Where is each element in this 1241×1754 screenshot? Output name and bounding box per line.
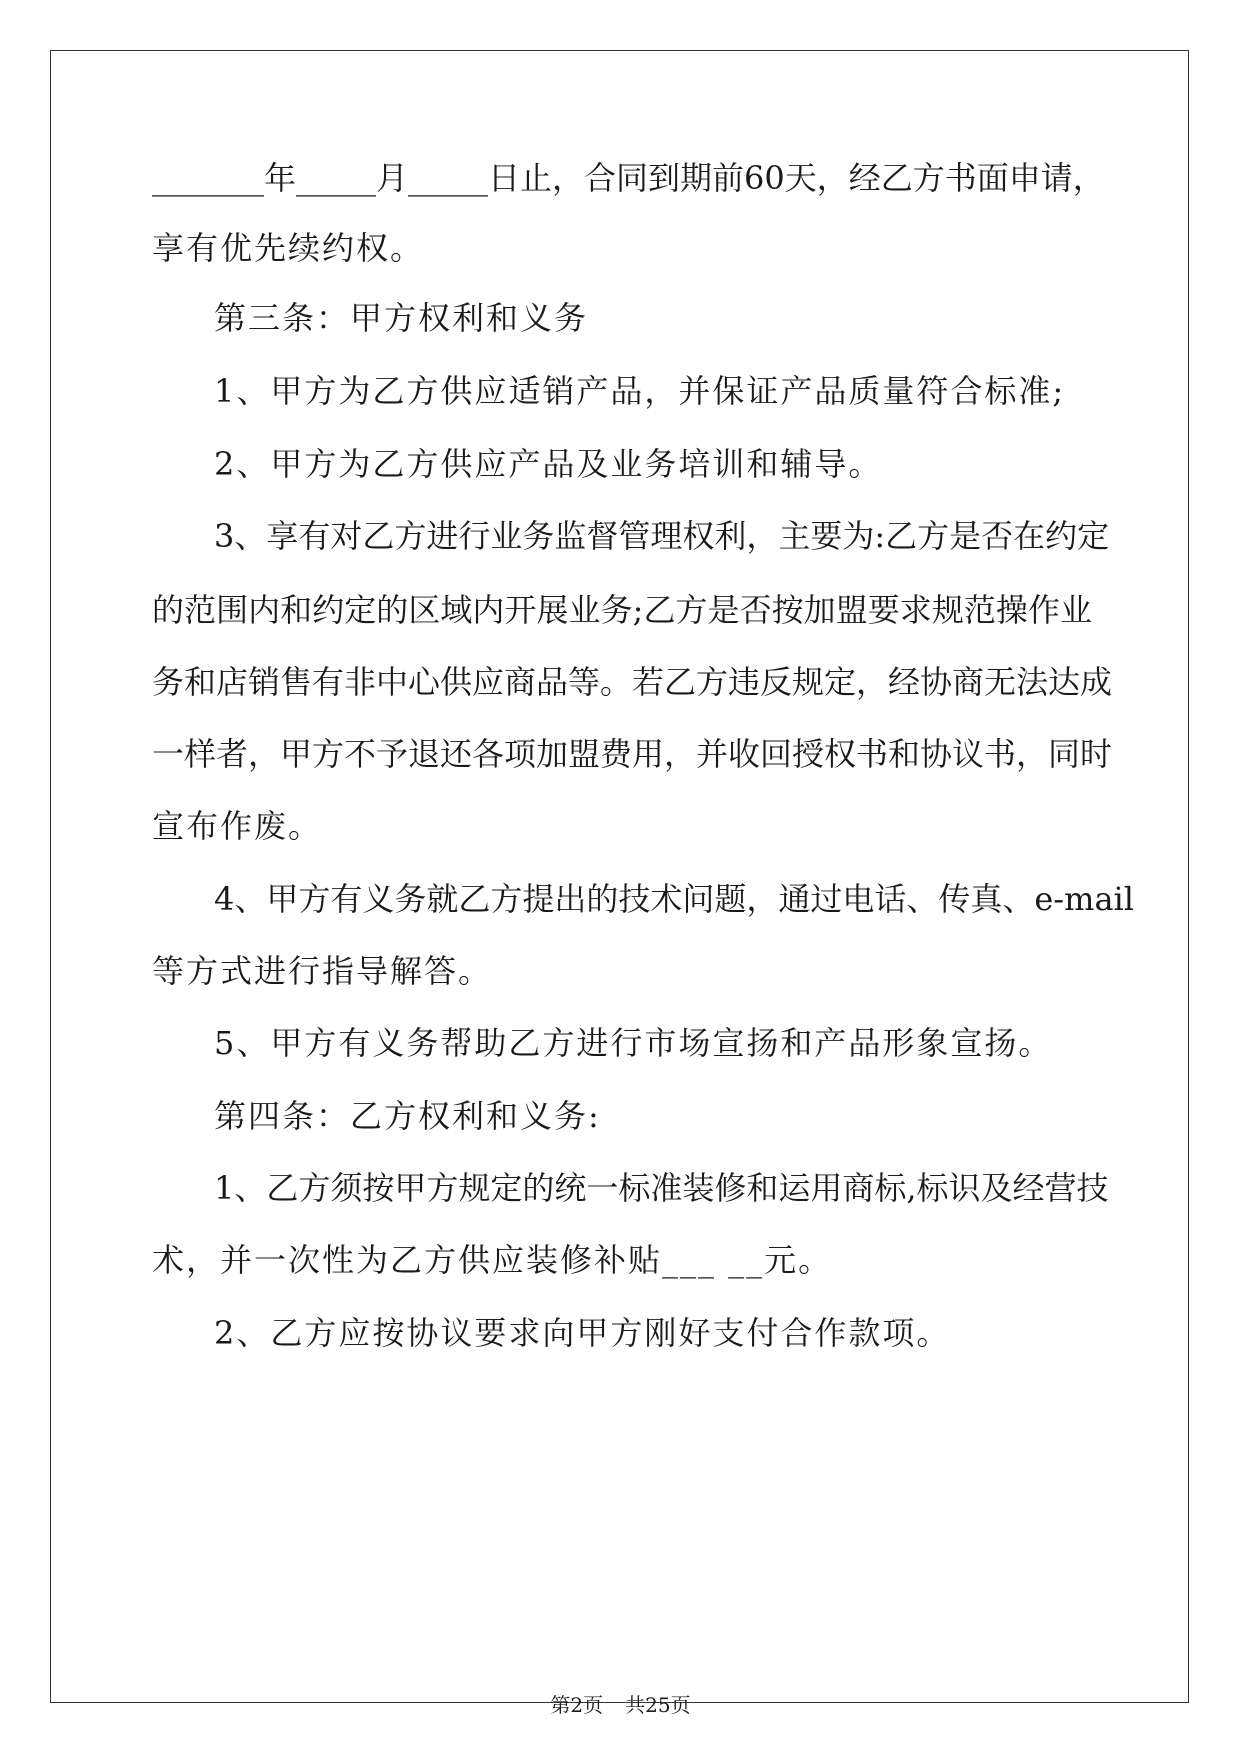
paragraph-line: 2、甲方为乙方供应产品及业务培训和辅导。 (214, 445, 883, 483)
section-heading: 第三条：甲方权利和义务 (214, 299, 589, 337)
section-heading: 第四条：乙方权利和义务: (214, 1097, 601, 1135)
paragraph-line: 2、乙方应按协议要求向甲方刚好支付合作款项。 (214, 1314, 951, 1352)
paragraph-line: 宣布作废。 (152, 807, 323, 845)
paragraph-line: 享有优先续约权。 (152, 229, 425, 267)
paragraph-line: 1、乙方须按甲方规定的统一标准装修和运用商标,标识及经营技 (214, 1169, 1109, 1207)
paragraph-line: 一样者，甲方不予退还各项加盟费用，并收回授权书和协议书，同时 (152, 735, 1113, 773)
paragraph-line: 4、甲方有义务就乙方提出的技术问题，通过电话、传真、e-mail (214, 880, 1135, 918)
paragraph-line: _______年_____月_____日止，合同到期前60天，经乙方书面申请， (152, 159, 1105, 197)
paragraph-line: 1、甲方为乙方供应适销产品，并保证产品质量符合标准; (214, 372, 1066, 410)
total-pages: 共25页 (625, 1693, 691, 1717)
paragraph-line: 的范围内和约定的区域内开展业务;乙方是否按加盟要求规范操作业 (152, 591, 1092, 629)
paragraph-line: 等方式进行指导解答。 (152, 952, 493, 990)
page-footer (0, 1693, 1241, 1717)
paragraph-line: 5、甲方有义务帮助乙方进行市场宣扬和产品形象宣扬。 (214, 1024, 1053, 1062)
paragraph-line: 务和店销售有非中心供应商品等。若乙方违反规定，经协商无法达成 (152, 663, 1113, 701)
page-number: 第2页 (550, 1693, 604, 1717)
paragraph-line: 术，并一次性为乙方供应装修补贴___ __元。 (152, 1241, 833, 1279)
paragraph-line: 3、享有对乙方进行业务监督管理权利，主要为:乙方是否在约定 (214, 517, 1110, 555)
